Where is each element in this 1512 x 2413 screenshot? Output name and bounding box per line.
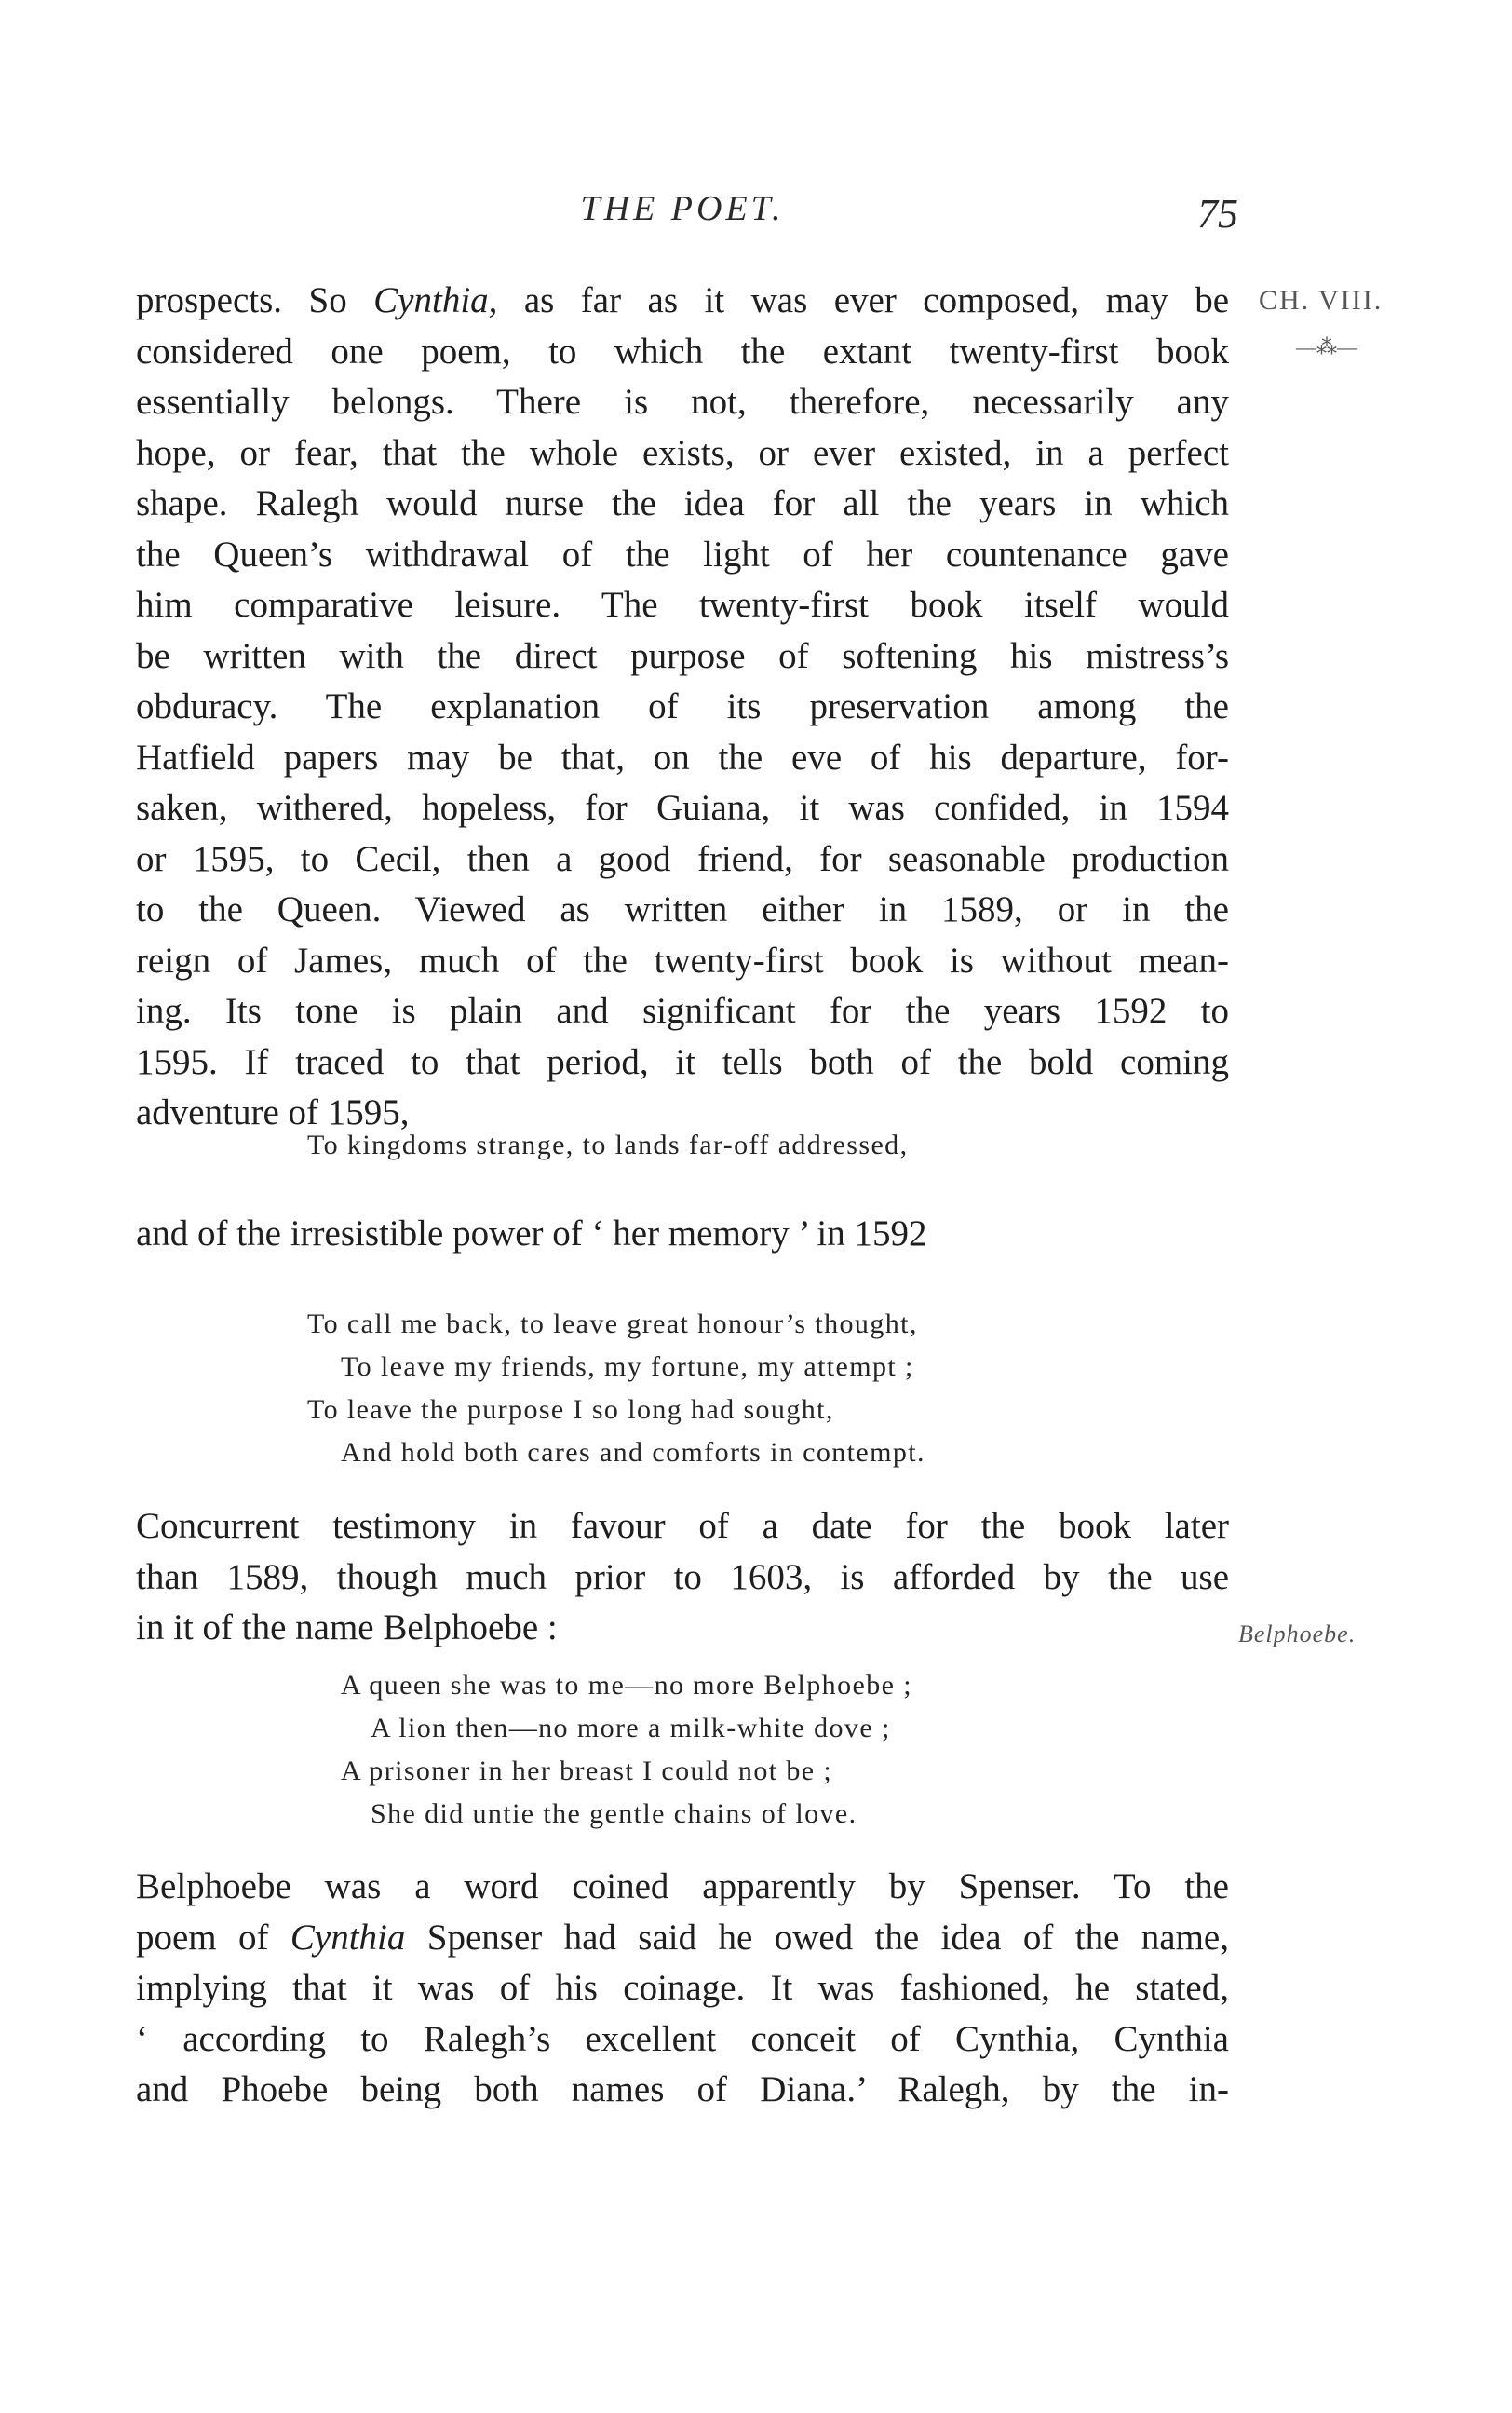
chapter-margin-note: CH. VIII. [1259, 285, 1384, 316]
text-line: 1595. If traced to that period, it tells both of the bold coming [136, 1041, 1229, 1082]
text-line: essentially belongs. There is not, therefore, necessarily any [136, 382, 1229, 422]
text-line: considered one poem, to which the extant twenty-first book [136, 331, 1229, 372]
running-title: THE POET. [580, 189, 785, 228]
text-line: poem of Cynthia Spenser had said he owed the idea of the name, [136, 1917, 1229, 1958]
verse-line: To kingdoms strange, to lands far-off addressed, [307, 1130, 909, 1160]
page-number: 75 [1197, 191, 1238, 237]
text-line: and Phoebe being both names of Diana.’ Ralegh, by the in- [136, 2069, 1229, 2109]
text-line: in it of the name Belphoebe : [136, 1607, 558, 1647]
paragraph-1 [136, 276, 1229, 1139]
verse-line: A queen she was to me—no more Belphoebe ; [341, 1670, 912, 1701]
text-line: the Queen’s withdrawal of the light of her countenance gave [136, 534, 1229, 575]
verse-line: And hold both cares and comforts in contempt. [341, 1437, 925, 1468]
verse-line: She did untie the gentle chains of love. [371, 1798, 857, 1829]
text-line: ‘ according to Ralegh’s excellent conceit of Cynthia, Cynthia [136, 2018, 1229, 2059]
text-line: hope, or fear, that the whole exists, or ever existed, in a perfect [136, 432, 1229, 473]
text-line: obduracy. The explanation of its preservation among the [136, 686, 1229, 726]
running-head [136, 186, 1238, 242]
paragraph-2 [136, 1209, 1229, 1260]
text-line: than 1589, though much prior to 1603, is afforded by the use [136, 1556, 1229, 1597]
verse-line: To leave the purpose I so long had sought, [307, 1394, 834, 1425]
text-line: Hatfield papers may be that, on the eve of his departure, for- [136, 737, 1229, 778]
belphoebe-margin-note: Belphoebe. [1238, 1620, 1357, 1647]
paragraph-3 [136, 1501, 1229, 1654]
text-line: prospects. So Cynthia, as far as it was ever composed, may be [136, 280, 1229, 320]
text-line: or 1595, to Cecil, then a good friend, for seasonable production [136, 838, 1229, 879]
text-line: shape. Ralegh would nurse the idea for all the years in which [136, 483, 1229, 523]
verse-line: A lion then—no more a milk-white dove ; [371, 1713, 891, 1743]
text-line: and of the irresistible power of ‘ her memory ’ in 1592 [136, 1213, 927, 1254]
text-line: Belphoebe was a word coined apparently by Spenser. To the [136, 1866, 1229, 1906]
verse-line: To leave my friends, my fortune, my attempt ; [341, 1351, 914, 1382]
text-line: be written with the direct purpose of softening his mistress’s [136, 635, 1229, 676]
text-line: him comparative leisure. The twenty-first book itself would [136, 585, 1229, 625]
text-line: to the Queen. Viewed as written either in 1589, or in the [136, 889, 1229, 929]
text-line: saken, withered, hopeless, for Guiana, it was confided, in 1594 [136, 788, 1229, 828]
verse-line: A prisoner in her breast I could not be ; [341, 1756, 833, 1786]
text-line: adventure of 1595, [136, 1092, 410, 1132]
text-line: Concurrent testimony in favour of a date for the book later [136, 1506, 1229, 1546]
paragraph-4 [136, 1862, 1229, 2116]
text-line: ing. Its tone is plain and significant for the years 1592 to [136, 991, 1229, 1031]
ornament-icon: —⁂— [1296, 335, 1357, 359]
text-line: reign of James, much of the twenty-first book is without mean- [136, 940, 1229, 981]
text-line: implying that it was of his coinage. It was fashioned, he stated, [136, 1968, 1229, 2008]
verse-line: To call me back, to leave great honour’s thought, [307, 1308, 918, 1339]
